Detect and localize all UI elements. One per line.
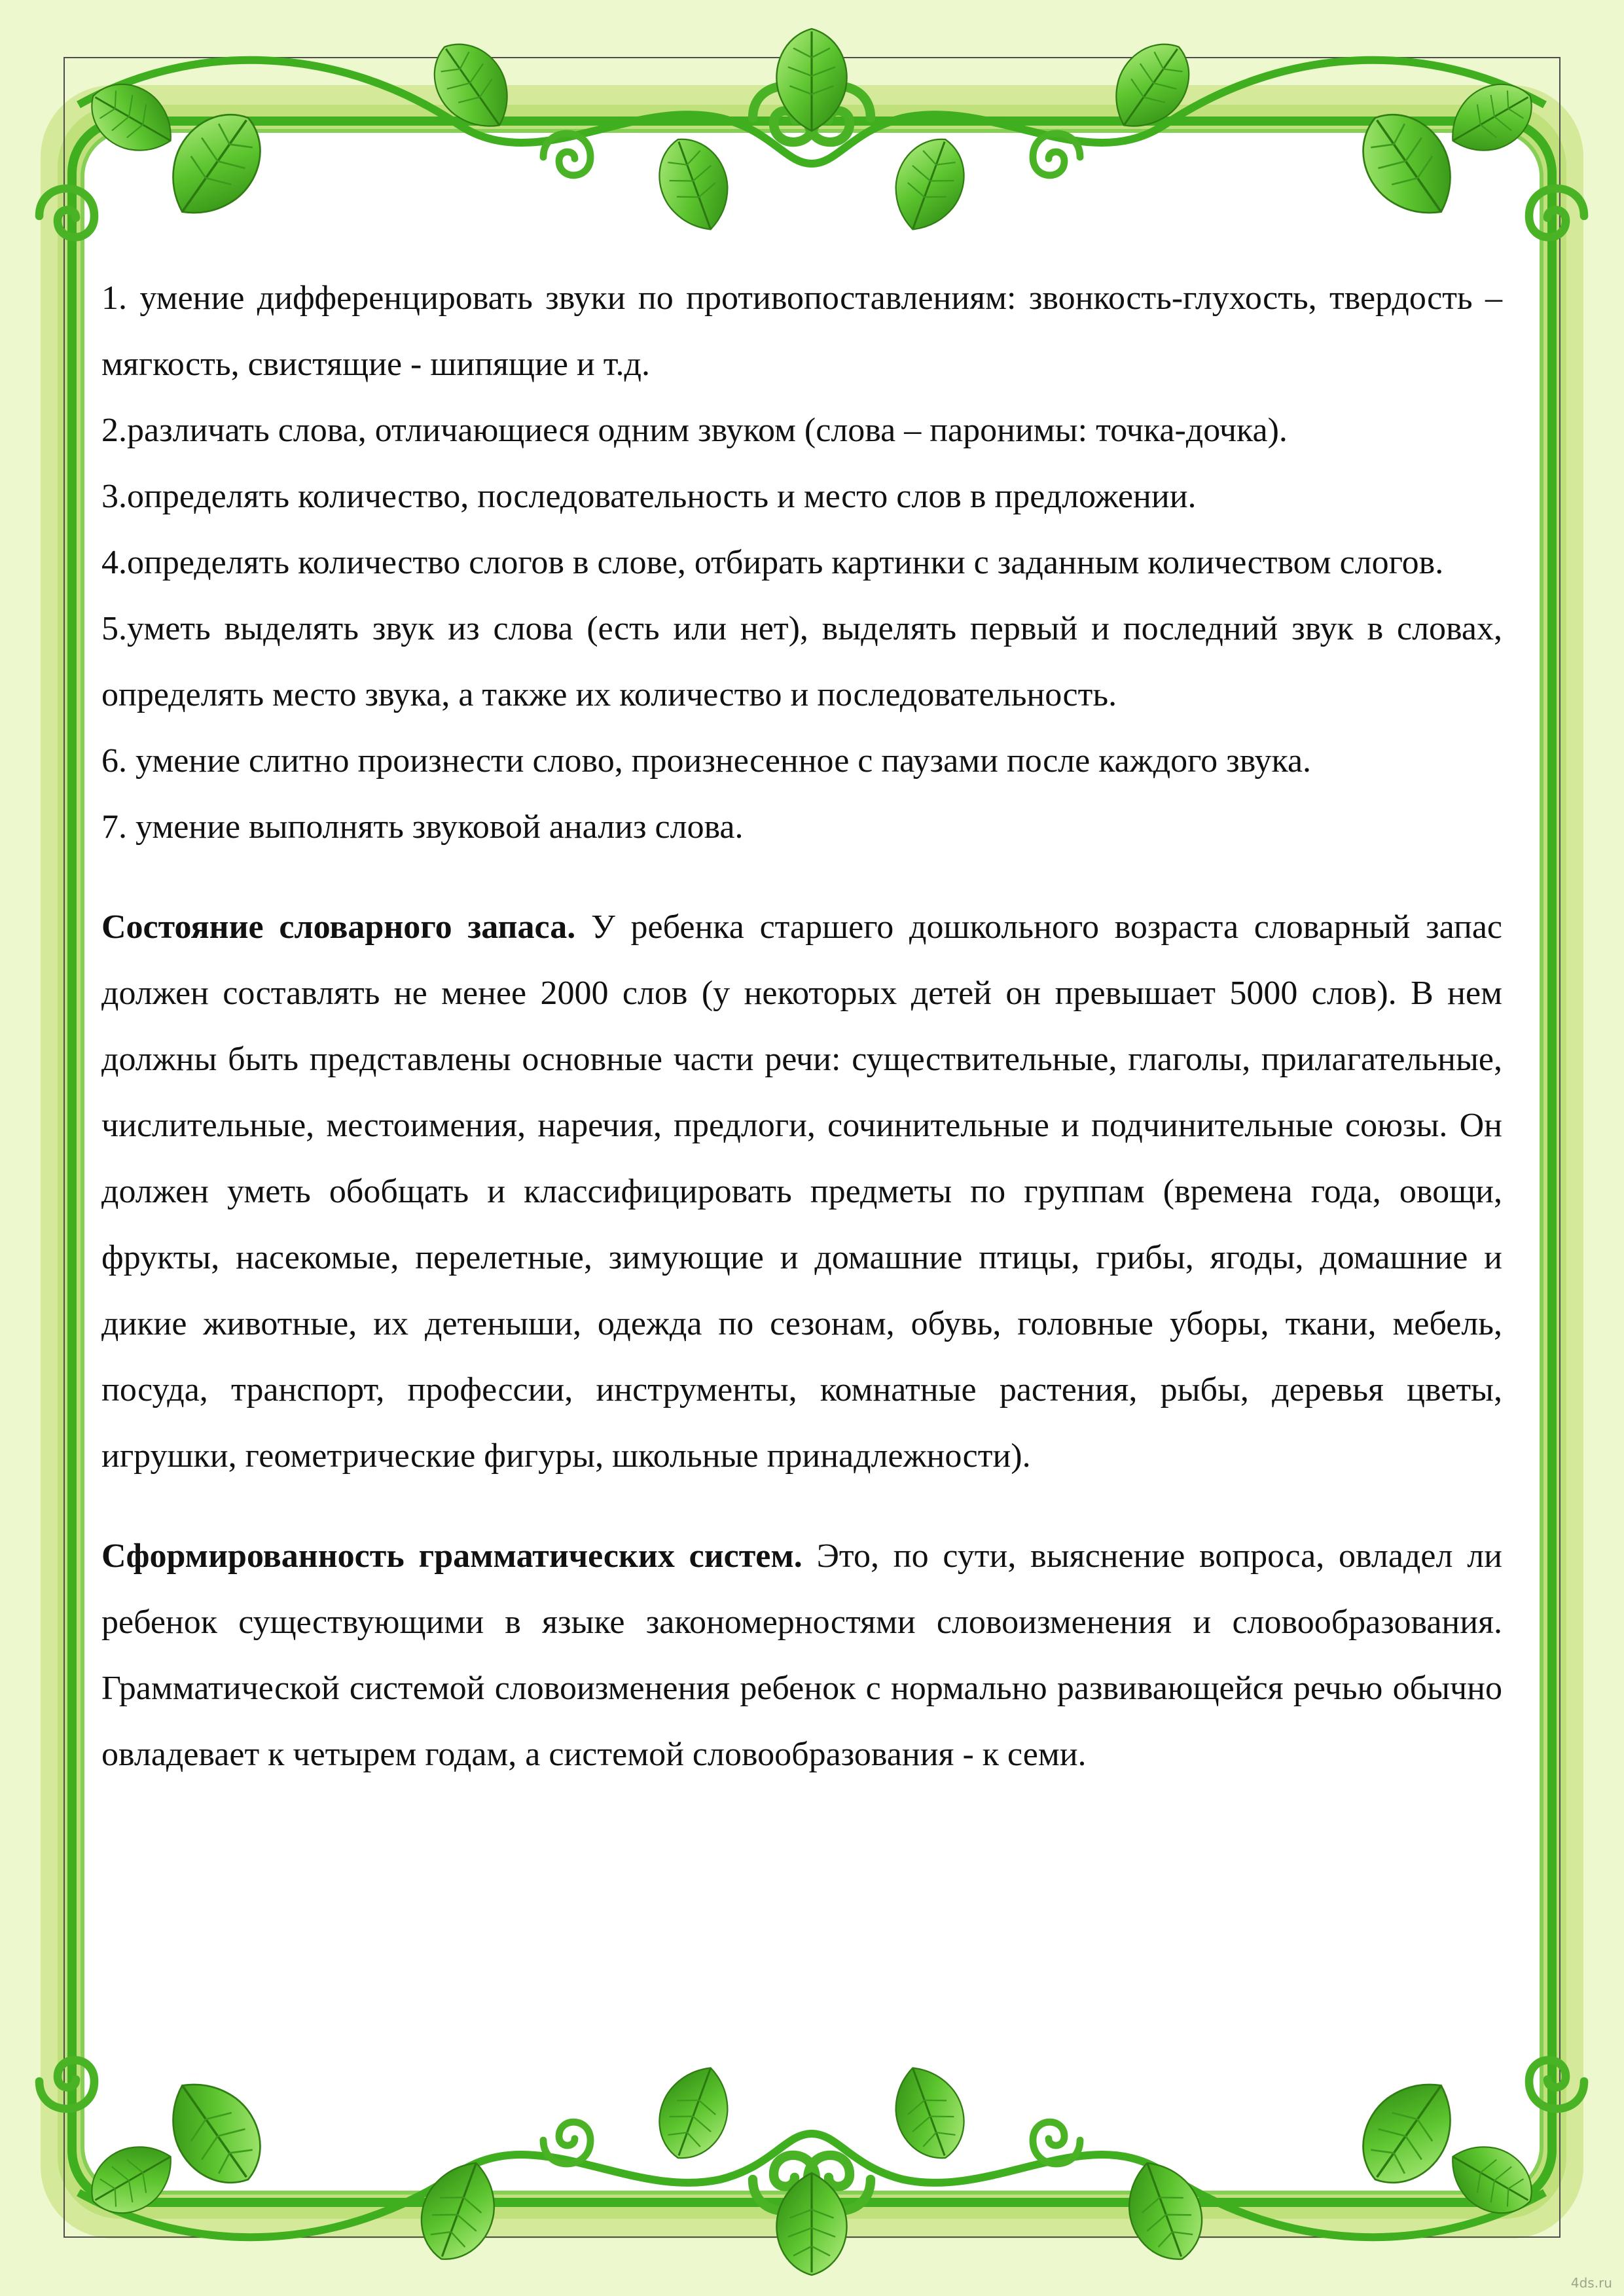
vocabulary-text: У ребенка старшего дошкольного возраста словарный запас должен составлять не менее 2000 слов (у некоторых детей он превышает 5000 слов). В нем должны быть представлены основные части речи: существительные, глаголы, прилагательные, числительные, местоимения, наречия, предлоги, сочинительные и подчинительные союзы. Он должен уметь обобщать и классифицировать предметы по группам (времена года, овощи, фрукты, насекомые, перелетные, зимующие и домашние птицы, грибы, ягоды, домашние и дикие животные, их детеныши, одежда по сезонам, обувь, головные уборы, ткани, мебель, посуда, транспорт, профессии, инструменты, комнатные растения, рыбы, деревья цветы, игрушки, геометрические фигуры, школьные принадлежности). <box>101 908 1502 1475</box>
list-item: 2.различать слова, отличающиеся одним звуком (слова – паронимы: точка-дочка). <box>101 412 1288 449</box>
list-item: 5.уметь выделять звук из слова (есть или нет), выделять первый и последний звук в словах, определять место звука, а также их количество и последовательность. <box>101 610 1502 713</box>
watermark: 4ds.ru <box>1570 2275 1612 2291</box>
list-item: 3.определять количество, последовательность и место слов в предложении. <box>101 478 1197 515</box>
list-item: 1. умение дифференцировать звуки по противопоставлениям: звонкость-глухость, твердость – мягкость, свистящие - шипящие и т.д. <box>101 279 1502 383</box>
list-item: 7. умение выполнять звуковой анализ слова. <box>101 808 744 846</box>
grammar-paragraph <box>101 1523 1502 1787</box>
grammar-text: Это, по сути, выяснение вопроса, овладел ли ребенок существующими в языке закономерностями словоизменения и словообразования. Грамматической системой словоизменения ребенок с нормально развивающейся речью обычно овладевает к четырем годам, а системой словообразования - к семи. <box>101 1537 1502 1773</box>
text-panel <box>101 265 1502 1993</box>
list-item: 6. умение слитно произнести слово, произнесенное с паузами после каждого звука. <box>101 742 1312 780</box>
list-item: 4.определять количество слогов в слове, отбирать картинки с заданным количеством слогов. <box>101 544 1444 581</box>
vocabulary-heading: Состояние словарного запаса. <box>101 908 576 946</box>
grammar-heading: Сформированность грамматических систем. <box>101 1537 803 1575</box>
vocabulary-paragraph <box>101 894 1502 1489</box>
